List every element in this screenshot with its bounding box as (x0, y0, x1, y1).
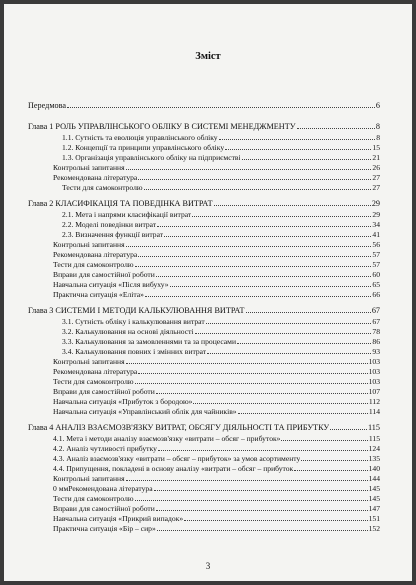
toc-chapter-entry (28, 198, 380, 208)
dot-leader (157, 226, 371, 227)
dot-leader (138, 373, 367, 374)
toc-entry (53, 513, 380, 523)
dot-leader (135, 500, 368, 501)
toc-entry-label: Навчальна ситуація «Прикрий випадок» (53, 514, 184, 523)
toc-entry (53, 279, 380, 289)
toc-entry-label: Рекомендована література (53, 250, 138, 259)
toc-entry-label: 1.2. Концепції та принципи управлінського обліку (62, 143, 225, 152)
toc-entry-label: 4.2. Аналіз чутливості прибутку (53, 444, 157, 453)
toc-entry-page: 57 (372, 260, 380, 269)
toc-entry (53, 162, 380, 172)
toc-entry-label: Навчальна ситуація «Після вибуху» (53, 280, 169, 289)
toc-entry-page: 65 (372, 280, 380, 289)
toc-entry-page: 124 (368, 444, 380, 453)
dot-leader (207, 353, 371, 354)
toc-entry (53, 269, 380, 279)
toc-entry-page: 8 (375, 122, 380, 131)
toc-entry (53, 443, 380, 453)
table-of-contents (4, 4, 412, 581)
toc-entry (53, 406, 380, 416)
toc-entry (53, 503, 380, 513)
dot-leader (158, 450, 368, 451)
toc-entry-page: 151 (368, 514, 380, 523)
toc-entry-label: Глава 3 СИСТЕМИ І МЕТОДИ КАЛЬКУЛЮВАННЯ ВИТРАТ (28, 306, 245, 315)
toc-entry (62, 152, 380, 162)
toc-entry-page: 27 (372, 183, 380, 192)
toc-entry-page: 115 (368, 434, 380, 443)
toc-entry-label: Навчальна ситуація «Управлінський облік для чайників» (53, 407, 237, 416)
page-title: Зміст (195, 51, 221, 62)
toc-entry-label: Тести для самоконтролю (62, 183, 143, 192)
toc-entry-page: 67 (371, 306, 380, 315)
toc-entry-page: 8 (376, 133, 380, 142)
dot-leader (294, 470, 367, 471)
toc-entry-label: Практична ситуація «Бір – сир» (53, 524, 156, 533)
dot-leader (135, 383, 368, 384)
toc-entry (53, 483, 380, 493)
toc-entry-label: 4.1. Мета і методи аналізу взаємозв'язку «витрати – обсяг – прибуток» (53, 434, 281, 443)
dot-leader (170, 286, 372, 287)
dot-leader (297, 128, 375, 129)
toc-entry (53, 453, 380, 463)
dot-leader (67, 107, 375, 108)
dot-leader (126, 246, 372, 247)
toc-chapter-entry (28, 422, 380, 432)
toc-chapter-entry (28, 121, 380, 131)
toc-entry-label: 2.2. Моделі поведінки витрат (62, 220, 157, 229)
dot-leader (138, 179, 371, 180)
dot-leader (246, 312, 371, 313)
toc-entry (53, 433, 380, 443)
dot-leader (135, 266, 372, 267)
dot-leader (184, 520, 367, 521)
toc-entry-page: 41 (372, 230, 380, 239)
toc-entry-label: 3.1. Сутність обліку і калькулювання витрат (62, 317, 205, 326)
toc-entry-label: Глава 2 КЛАСИФІКАЦІЯ ТА ПОВЕДІНКА ВИТРАТ (28, 199, 213, 208)
toc-entry-label: Рекомендована література (53, 173, 138, 182)
dot-leader (330, 429, 367, 430)
dot-leader (154, 490, 368, 491)
dot-leader (193, 403, 367, 404)
toc-entry-label: Практична ситуація «Еліта» (53, 290, 144, 299)
toc-entry-label: Вправи для самостійної роботи (53, 387, 155, 396)
toc-entry-label: 2.1. Мета і напрями класифікації витрат (62, 210, 192, 219)
toc-entry-page: 103 (368, 357, 380, 366)
toc-entry (53, 473, 380, 483)
dot-leader (156, 276, 372, 277)
toc-entry (53, 493, 380, 503)
toc-entry-label: 4.4. Припущення, покладені в основу аналізу «витрати – обсяг – прибуток (53, 464, 294, 473)
toc-entry-label: 2.3. Визначення функції витрат (62, 230, 164, 239)
toc-chapter-entry (28, 305, 380, 315)
dot-leader (195, 333, 372, 334)
dot-leader (225, 149, 371, 150)
toc-entry-page: 66 (372, 290, 380, 299)
toc-entry-label: Тести для самоконтролю (53, 260, 134, 269)
toc-entry-label: 3.2. Калькулювання на основі діяльності (62, 327, 194, 336)
dot-leader (145, 296, 371, 297)
toc-entry-label: Контрольні запитання (53, 357, 125, 366)
dot-leader (126, 363, 368, 364)
dot-leader (238, 413, 368, 414)
toc-entry (53, 239, 380, 249)
toc-entry-label: Рекомендована література (53, 367, 138, 376)
toc-entry-page: 152 (368, 524, 380, 533)
toc-entry (53, 376, 380, 386)
toc-entry-page: 15 (372, 143, 380, 152)
toc-entry (53, 366, 380, 376)
dot-leader (156, 510, 368, 511)
toc-entry-label: Контрольні запитання (53, 240, 125, 249)
dot-leader (214, 205, 371, 206)
toc-entry-label: Глава 1 РОЛЬ УПРАВЛІНСЬКОГО ОБЛІКУ В СИСТЕМІ МЕНЕДЖМЕНТУ (28, 122, 296, 131)
dot-leader (301, 460, 367, 461)
document-page (4, 4, 412, 581)
toc-entry-label: 1.3. Організація управлінського обліку на підприємстві (62, 153, 241, 162)
dot-leader (138, 256, 371, 257)
toc-entry-page: 78 (372, 327, 380, 336)
toc-entry-page: 67 (372, 317, 380, 326)
dot-leader (164, 236, 371, 237)
toc-entry (53, 463, 380, 473)
toc-entry-label: 3.4. Калькулювання повних і змінних витрат (62, 347, 207, 356)
toc-entry-page: 6 (375, 101, 380, 110)
toc-entry (62, 336, 380, 346)
toc-entry-label: Тести для самоконтролю (53, 494, 134, 503)
toc-entry-page: 103 (368, 377, 380, 386)
toc-entry-page: 34 (372, 220, 380, 229)
toc-entry (62, 326, 380, 336)
toc-entry-page: 112 (368, 397, 380, 406)
toc-entry-page: 107 (368, 387, 380, 396)
toc-entry (62, 316, 380, 326)
toc-entry-label: Передмова (28, 101, 66, 110)
toc-entry-page: 135 (368, 454, 380, 463)
toc-entry-page: 93 (372, 347, 380, 356)
toc-entry (53, 523, 380, 533)
toc-entry (53, 172, 380, 182)
toc-entry-page: 147 (368, 504, 380, 513)
toc-entry (53, 249, 380, 259)
toc-entry-page: 27 (372, 173, 380, 182)
toc-entry (62, 132, 380, 142)
toc-chapter-entry (28, 100, 380, 110)
dot-leader (126, 169, 372, 170)
dot-leader (144, 189, 372, 190)
toc-entry-page: 21 (372, 153, 380, 162)
toc-entry-page: 57 (372, 250, 380, 259)
toc-entry (62, 142, 380, 152)
dot-leader (237, 343, 371, 344)
toc-entry (62, 229, 380, 239)
toc-entry (53, 356, 380, 366)
toc-entry-label: Вправи для самостійної роботи (53, 504, 155, 513)
toc-entry-page: 86 (372, 337, 380, 346)
toc-entry-page: 145 (368, 484, 380, 493)
toc-entry-page: 115 (368, 423, 380, 432)
toc-entry-page: 145 (368, 494, 380, 503)
dot-leader (156, 393, 368, 394)
toc-entry-page: 140 (368, 464, 380, 473)
toc-entry (53, 289, 380, 299)
page-number: 3 (205, 561, 211, 571)
toc-entry (53, 396, 380, 406)
toc-entry (62, 219, 380, 229)
toc-entry (53, 386, 380, 396)
toc-entry-page: 26 (372, 163, 380, 172)
dot-leader (219, 139, 376, 140)
dot-leader (281, 440, 367, 441)
toc-entry (62, 346, 380, 356)
toc-entry-page: 56 (372, 240, 380, 249)
toc-entry-label: Контрольні запитання (53, 474, 125, 483)
toc-entry-label: Вправи для самостійної роботи (53, 270, 155, 279)
toc-entry-label: 3.3. Калькулювання за замовленнями та за процесами (62, 337, 237, 346)
toc-entry-label: Тести для самоконтролю (53, 377, 134, 386)
toc-entry-label: 4.3. Аналіз взаємозв'язку «витрати – обсяг – прибуток» за умов асортименту (53, 454, 301, 463)
toc-entry-label: Глава 4 АНАЛІЗ ВЗАЄМОЗВ'ЯЗКУ ВИТРАТ, ОБСЯГУ ДІЯЛЬНОСТІ ТА ПРИБУТКУ (28, 423, 330, 432)
dot-leader (206, 323, 372, 324)
toc-entry-page: 29 (372, 210, 380, 219)
toc-entry-page: 60 (372, 270, 380, 279)
toc-entry-page: 114 (368, 407, 380, 416)
dot-leader (192, 216, 371, 217)
dot-leader (242, 159, 372, 160)
toc-entry-page: 103 (368, 367, 380, 376)
toc-entry-label: Контрольні запитання (53, 163, 125, 172)
toc-entry-label: Навчальна ситуація «Прибуток з бородою» (53, 397, 193, 406)
toc-entry-label: 1.1. Сутність та еволюція управлінського обліку (62, 133, 218, 142)
toc-entry-label: 0 ммРекомендована література (53, 484, 153, 493)
toc-entry-page: 144 (368, 474, 380, 483)
toc-entry (62, 182, 380, 192)
dot-leader (157, 530, 368, 531)
toc-entry-page: 29 (371, 199, 380, 208)
toc-entry (62, 209, 380, 219)
toc-entry (53, 259, 380, 269)
dot-leader (126, 480, 368, 481)
